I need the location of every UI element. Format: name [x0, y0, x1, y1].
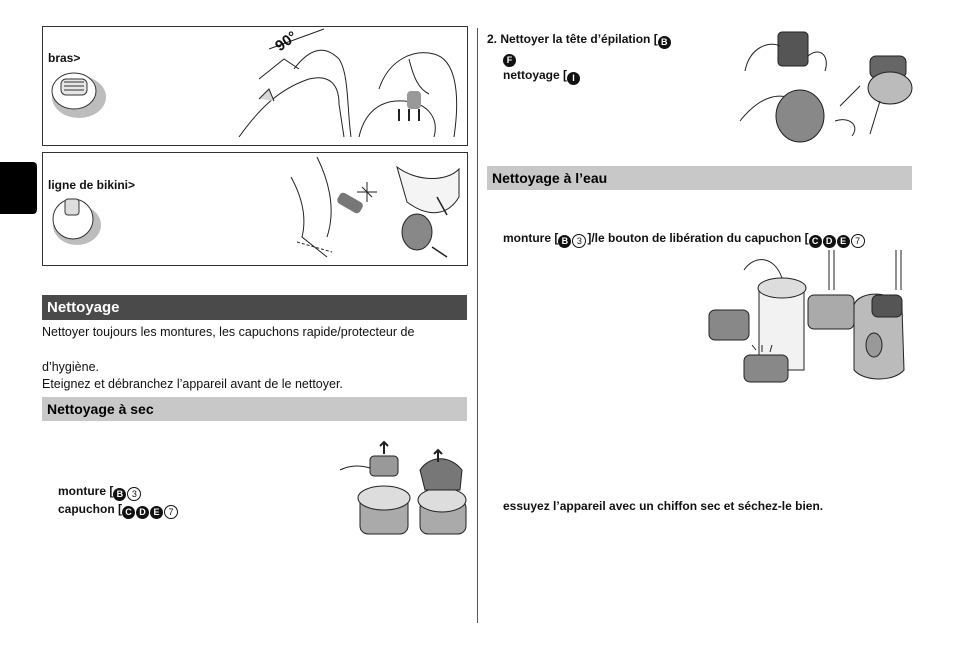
- nettoyage-sec-header: Nettoyage à sec: [42, 397, 467, 421]
- epilator-head-icon: [49, 69, 107, 119]
- bikini-epilation-illustration: [287, 157, 465, 261]
- letter-e-icon: E: [150, 506, 163, 519]
- sec-monture-line: [58, 484, 142, 501]
- dry-cleaning-illustration: [340, 440, 466, 534]
- step2-line-2: [503, 50, 517, 67]
- section-tab: [0, 162, 37, 214]
- box-bikini-label: ligne de bikini>: [48, 178, 136, 192]
- sec-monture-text: monture [: [58, 484, 114, 498]
- brush-cleaning-illustration: [740, 26, 914, 144]
- number-7-icon: 7: [851, 234, 865, 248]
- letter-f-icon: F: [503, 54, 516, 67]
- nettoyage-eau-header: Nettoyage à l’eau: [487, 166, 912, 190]
- sec-capuchon-line: [58, 502, 179, 519]
- letter-c-icon: C: [809, 235, 822, 248]
- letter-c-icon: C: [122, 506, 135, 519]
- eau-monture-text-a: monture [: [503, 231, 559, 245]
- nettoyage-para-1: Nettoyer toujours les montures, les capuchons rapide/protecteur de: [42, 325, 415, 339]
- letter-e-icon: E: [837, 235, 850, 248]
- nettoyage-para-3: Eteignez et débranchez l’appareil avant de le nettoyer.: [42, 377, 343, 391]
- number-3-icon: 3: [572, 234, 586, 248]
- box-bras-label: bras>: [48, 51, 81, 65]
- number-3-icon: 3: [127, 487, 141, 501]
- epilator-cap-icon: [51, 191, 103, 247]
- step2-text: 2. Nettoyer la tête d’épilation [: [487, 32, 658, 46]
- step2-nettoyage-text: nettoyage [: [503, 68, 568, 82]
- eau-monture-line: [503, 231, 866, 248]
- column-divider: [477, 28, 478, 623]
- box-bras: [42, 26, 468, 146]
- letter-i-icon: I: [567, 72, 580, 85]
- nettoyage-header: Nettoyage: [42, 295, 467, 320]
- step2-line-1: [487, 32, 672, 49]
- letter-b-icon: B: [113, 488, 126, 501]
- arm-epilation-illustration: [239, 29, 465, 143]
- nettoyage-para-2: d’hygiène.: [42, 360, 99, 374]
- essuyez-line: essuyez l’appareil avec un chiffon sec et séchez-le bien.: [503, 499, 824, 513]
- letter-d-icon: D: [136, 506, 149, 519]
- letter-d-icon: D: [823, 235, 836, 248]
- step2-line-3: [503, 68, 581, 85]
- number-7-icon: 7: [164, 505, 178, 519]
- sec-capuchon-text: capuchon [: [58, 502, 123, 516]
- eau-monture-text-b: ]/le bouton de libération du capuchon [: [587, 231, 809, 245]
- angle-label: 90°: [272, 28, 301, 55]
- box-bikini: [42, 152, 468, 266]
- letter-b-icon: B: [658, 36, 671, 49]
- letter-b-icon: B: [558, 235, 571, 248]
- water-cleaning-illustration: [704, 250, 910, 382]
